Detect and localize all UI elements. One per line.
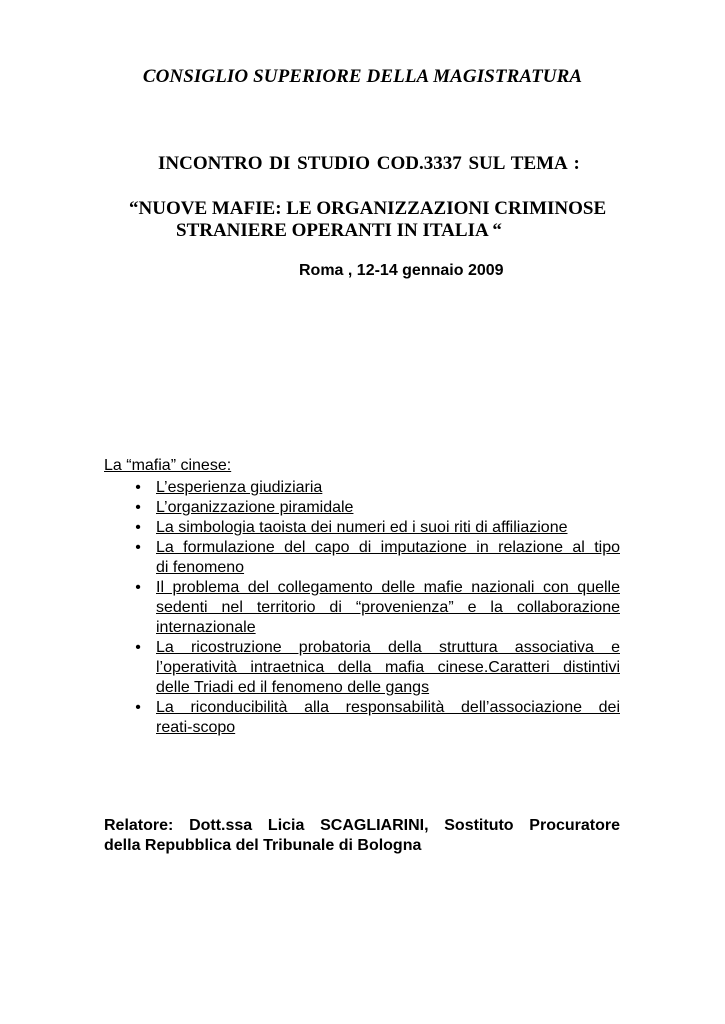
bullet-icon: • [135,699,141,716]
list-item [131,698,620,738]
list-item-line: di fenomeno [156,559,245,576]
list-item-line: La riconducibilità alla responsabilità dell’associazione dei [156,699,620,716]
list-item-line: La simbologia taoista dei numeri ed i suoi riti di affiliazione [156,519,568,536]
list-item-line: sedenti nel territorio di “provenienza” e la collaborazione [156,599,620,616]
bullet-icon: • [135,519,141,536]
list-item-line: Il problema del collegamento delle mafie nazionali con quelle [156,579,620,596]
bullet-icon: • [135,499,141,516]
list-item-line: delle Triadi ed il fenomeno delle gangs [156,679,430,696]
list-item-line: La ricostruzione probatoria della struttura associativa e [156,639,620,656]
list-item [131,538,620,578]
bullet-icon: • [135,539,141,556]
council-title: CONSIGLIO SUPERIORE DELLA MAGISTRATURA [142,66,583,87]
section-heading: La “mafia” cinese: [104,457,232,474]
bullet-icon: • [135,639,141,656]
speaker-line-1: Relatore: Dott.ssa Licia SCAGLIARINI, Sostituto Procuratore [104,817,620,834]
speaker-line-2: della Repubblica del Tribunale di Bologna [104,837,422,854]
bullet-icon: • [135,579,141,596]
list-item [131,478,620,498]
topic-title-line-2: STRANIERE OPERANTI IN ITALIA “ [176,220,502,241]
list-item-line: internazionale [156,619,256,636]
topic-title-line-1: “NUOVE MAFIE: LE ORGANIZZAZIONI CRIMINOSE [129,198,607,219]
list-item [131,638,620,698]
bullet-icon: • [135,479,141,496]
list-item-line: l’operatività intraetnica della mafia cinese.Caratteri distintivi [156,659,620,676]
list-item-line: reati-scopo [156,719,236,736]
place-and-date: Roma , 12-14 gennaio 2009 [299,262,504,279]
meeting-title: INCONTRO DI STUDIO COD.3337 SUL TEMA : [158,153,580,174]
list-item [131,518,620,538]
topics-list [131,478,620,738]
list-item [131,498,620,518]
list-item [131,578,620,638]
list-item-line: L’organizzazione piramidale [156,499,354,516]
speaker-info [104,816,620,856]
list-item-line: L’esperienza giudiziaria [156,479,323,496]
list-item-line: La formulazione del capo di imputazione in relazione al tipo [156,539,620,556]
